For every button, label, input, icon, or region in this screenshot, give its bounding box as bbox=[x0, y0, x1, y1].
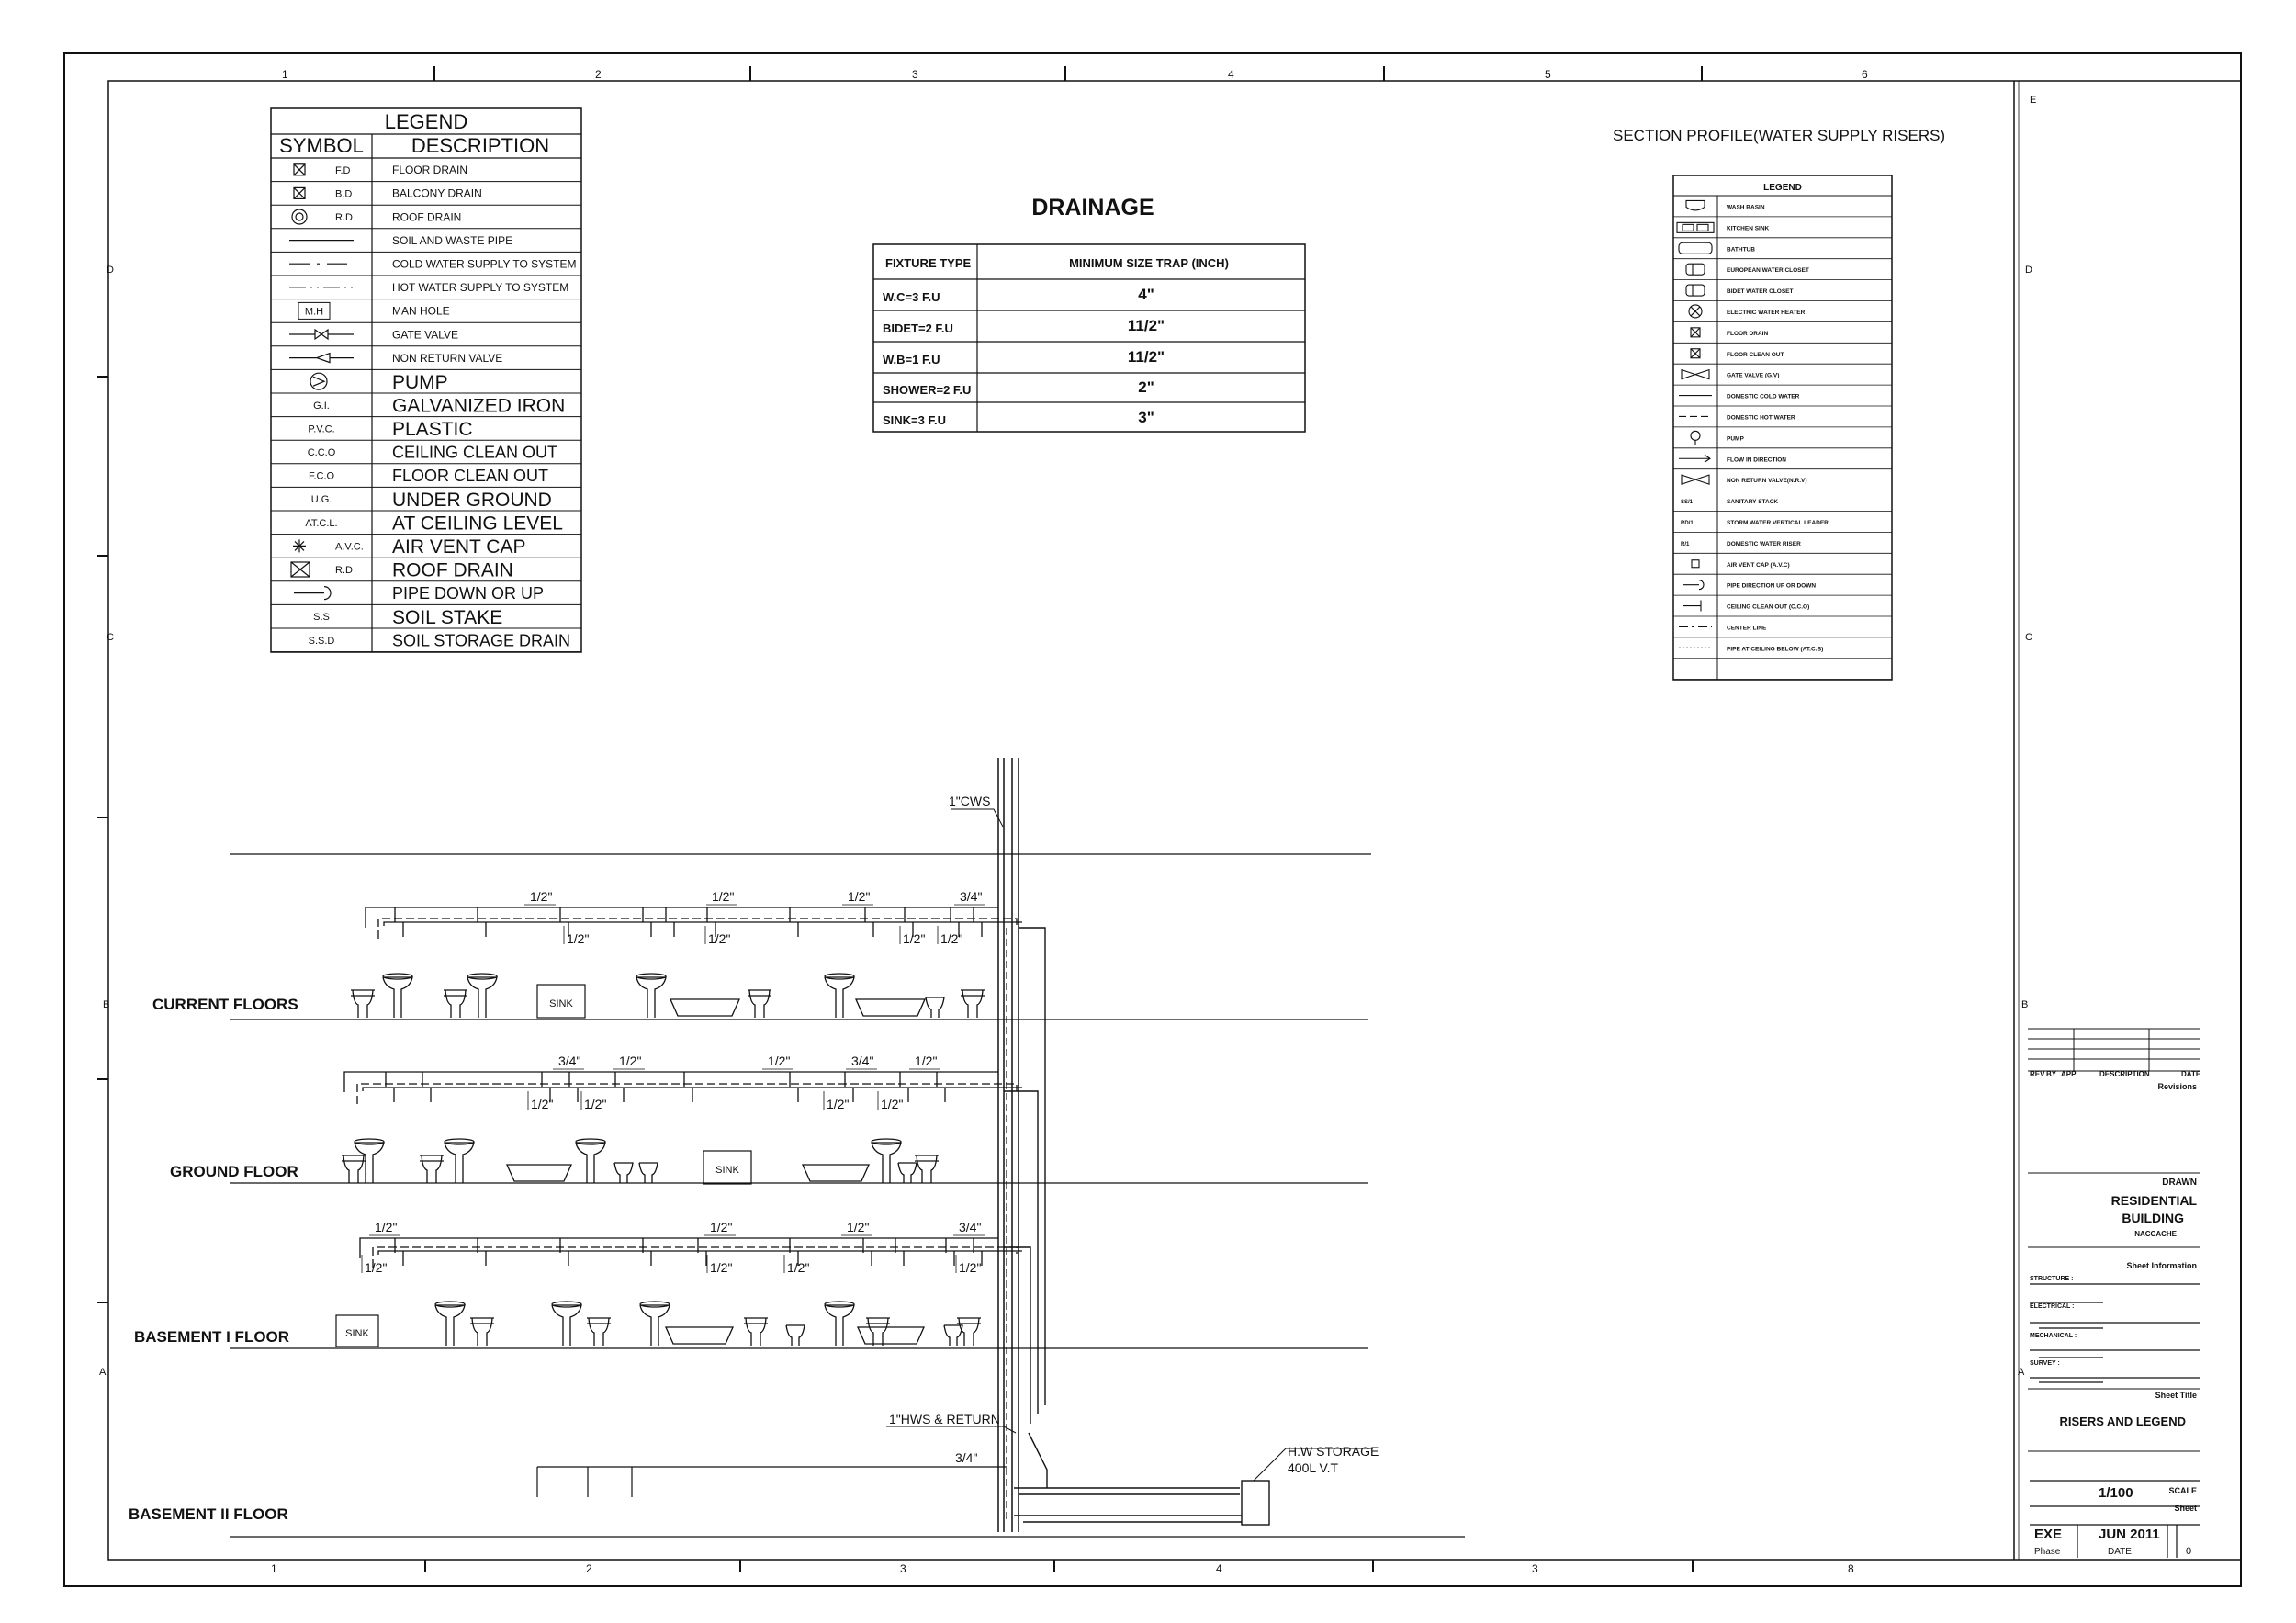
legend-row bbox=[271, 395, 581, 416]
section-profile-legend-title: LEGEND bbox=[1763, 183, 1802, 193]
water-heater-icon bbox=[1689, 305, 1702, 318]
bathtub-icon bbox=[1679, 242, 1712, 254]
section-profile-row bbox=[1673, 475, 1892, 490]
air-vent-star-icon bbox=[293, 539, 306, 552]
sink-label: SINK bbox=[549, 998, 573, 1009]
floor-label-basement-2: BASEMENT II FLOOR bbox=[129, 1505, 288, 1523]
pipe-size-label: 1/2" bbox=[847, 1220, 870, 1234]
legend-symbol: C.C.O bbox=[307, 447, 336, 458]
section-profile-row bbox=[1673, 560, 1892, 574]
section-profile-row bbox=[1673, 601, 1892, 616]
section-profile-row bbox=[1673, 305, 1892, 321]
basement-1-floor-branch bbox=[360, 1220, 1022, 1346]
legend-symbol: S.S.D bbox=[308, 635, 335, 647]
non-return-valve-icon bbox=[1682, 475, 1709, 484]
wash-basin bbox=[576, 1139, 605, 1183]
legend-row bbox=[271, 352, 581, 369]
pipe-size-label: 1/2" bbox=[827, 1097, 850, 1111]
flow-arrow-icon bbox=[1679, 455, 1710, 462]
legend-description: UNDER GROUND bbox=[392, 489, 552, 511]
sheet-number: 0 bbox=[2186, 1546, 2192, 1557]
section-profile-row bbox=[1673, 580, 1892, 595]
branch-pipe bbox=[360, 1238, 1022, 1268]
legend-row bbox=[271, 467, 581, 487]
section-profile-text: WASH BASIN bbox=[1727, 204, 1765, 211]
legend-symbol: S.S bbox=[313, 612, 330, 624]
section-profile-rows bbox=[1673, 200, 1892, 679]
legend-description: CEILING CLEAN OUT bbox=[392, 443, 558, 462]
risers-diagram bbox=[129, 758, 1465, 1537]
drainage-fixture: W.C=3 F.U bbox=[883, 290, 940, 304]
air-vent-icon bbox=[1692, 560, 1699, 568]
grid-letter: A bbox=[99, 1367, 107, 1378]
rev-header: DATE bbox=[2181, 1070, 2201, 1078]
legend-symbol: P.V.C. bbox=[308, 423, 335, 435]
drainage-fixture: BIDET=2 F.U bbox=[883, 321, 953, 335]
section-profile-text: NON RETURN VALVE(N.R.V) bbox=[1727, 478, 1807, 485]
legend-description: SOIL STORAGE DRAIN bbox=[392, 631, 571, 650]
pipe-size-label: 1/2" bbox=[530, 889, 553, 904]
revisions-label: Revisions bbox=[2157, 1082, 2197, 1091]
water-closet bbox=[748, 990, 771, 1018]
legend-description: PUMP bbox=[392, 371, 448, 393]
section-profile-row bbox=[1673, 625, 1892, 637]
section-profile-row bbox=[1673, 394, 1892, 406]
grid-letter: B bbox=[2021, 999, 2029, 1010]
legend-symbol: G.I. bbox=[313, 400, 330, 411]
drainage-trap-size: 2" bbox=[1138, 378, 1154, 396]
phase-label: Phase bbox=[2034, 1547, 2061, 1557]
section-profile-row bbox=[1673, 431, 1892, 447]
legend-row bbox=[271, 302, 581, 322]
legend-symbol: R.D bbox=[335, 212, 353, 223]
rev-header: DESCRIPTION bbox=[2099, 1070, 2150, 1078]
drainage-trap-size: 11/2" bbox=[1127, 317, 1165, 334]
section-profile-row bbox=[1673, 328, 1892, 343]
legend-description: BALCONY DRAIN bbox=[392, 186, 482, 200]
section-profile-text: DOMESTIC COLD WATER bbox=[1727, 393, 1800, 400]
drainage-trap-size: 4" bbox=[1138, 286, 1154, 303]
section-profile-row bbox=[1673, 455, 1892, 468]
section-profile-text: PUMP bbox=[1727, 435, 1744, 443]
grid-letter: E bbox=[2030, 95, 2037, 106]
section-profile-text: EUROPEAN WATER CLOSET bbox=[1727, 267, 1809, 275]
bathtub bbox=[856, 999, 925, 1016]
rev-header: REV bbox=[2030, 1070, 2045, 1078]
stack-code: R/1 bbox=[1681, 541, 1690, 547]
legend-symbol: M.H bbox=[304, 306, 324, 318]
date-label: DATE bbox=[2108, 1547, 2132, 1557]
wash-basin bbox=[825, 1302, 854, 1346]
wash-basin-icon bbox=[1686, 200, 1705, 210]
legend-row bbox=[271, 536, 581, 558]
pipe-size-label: 3/4" bbox=[558, 1054, 581, 1068]
ground-floor-branch bbox=[342, 1054, 1022, 1183]
legend-title: LEGEND bbox=[384, 110, 468, 133]
sink-label: SINK bbox=[715, 1165, 739, 1176]
section-profile-row bbox=[1673, 370, 1892, 385]
drainage-table bbox=[873, 244, 1305, 432]
pipe-size-label: 1/2" bbox=[365, 1260, 388, 1275]
legend-row bbox=[271, 490, 581, 511]
grid-number: 1 bbox=[271, 1562, 277, 1575]
project-location: NACCACHE bbox=[2134, 1230, 2177, 1238]
legend-description-header: DESCRIPTION bbox=[411, 134, 550, 157]
kitchen-sink-icon bbox=[1677, 222, 1714, 232]
section-profile-text: STORM WATER VERTICAL LEADER bbox=[1727, 519, 1829, 526]
pipe-size-label: 1/2" bbox=[584, 1097, 607, 1111]
gate-valve-icon bbox=[1682, 370, 1709, 379]
pipe-down-up-icon bbox=[294, 587, 331, 600]
pipe-size-label: 1/2" bbox=[710, 1220, 733, 1234]
rev-header: BY bbox=[2046, 1070, 2057, 1078]
storage-capacity-label: 400L V.T bbox=[1288, 1460, 1339, 1475]
legend-description: SOIL STAKE bbox=[392, 606, 503, 628]
legend-description: ROOF DRAIN bbox=[392, 210, 462, 224]
legend-symbol: F.D bbox=[335, 164, 351, 176]
pipe-size-label: 1/2" bbox=[710, 1260, 733, 1275]
section-profile-legend bbox=[1673, 175, 1892, 680]
floor-label-current: CURRENT FLOORS bbox=[152, 996, 298, 1013]
grid-letter: B bbox=[103, 999, 110, 1010]
pipe-size-label: 1/2" bbox=[708, 931, 731, 946]
legend-row bbox=[271, 607, 581, 628]
scale-label: SCALE bbox=[2168, 1486, 2197, 1495]
pipe-size-label: 1/2" bbox=[712, 889, 735, 904]
section-profile-text: GATE VALVE (G.V) bbox=[1727, 372, 1780, 379]
legend-symbol-header: SYMBOL bbox=[279, 134, 364, 157]
legend-rows bbox=[271, 163, 581, 651]
pipe-size-label: 1/2" bbox=[787, 1260, 810, 1275]
pipe-size-label: 1/2" bbox=[940, 931, 963, 946]
bidet-icon bbox=[1686, 285, 1705, 296]
section-profile-text: FLOOR DRAIN bbox=[1727, 330, 1769, 337]
bidet bbox=[786, 1325, 805, 1346]
legend-row bbox=[271, 163, 581, 181]
bidet bbox=[898, 1163, 917, 1183]
drainage-fixture: SINK=3 F.U bbox=[883, 413, 946, 427]
grid-letter: C bbox=[2025, 632, 2032, 643]
bathtub bbox=[858, 1327, 924, 1344]
section-profile-text: FLOW IN DIRECTION bbox=[1727, 456, 1786, 464]
section-profile-text: CENTER LINE bbox=[1727, 625, 1767, 632]
bathtub bbox=[507, 1165, 571, 1181]
water-closet bbox=[866, 1318, 890, 1346]
grid-letter: A bbox=[2018, 1367, 2025, 1378]
grid-number: 4 bbox=[1216, 1562, 1222, 1575]
legend-symbol: R.D bbox=[335, 565, 353, 576]
water-closet bbox=[444, 990, 467, 1018]
section-profile-row bbox=[1673, 414, 1892, 426]
section-profile-text: SANITARY STACK bbox=[1727, 499, 1779, 506]
wash-basin bbox=[435, 1302, 465, 1346]
pump-circle-icon bbox=[310, 373, 327, 389]
water-closet bbox=[420, 1155, 444, 1183]
section-profile-title: SECTION PROFILE(WATER SUPPLY RISERS) bbox=[1613, 127, 1946, 144]
sheet-label: Sheet bbox=[2174, 1504, 2197, 1513]
legend-description: NON RETURN VALVE bbox=[392, 351, 503, 365]
bathtub bbox=[803, 1165, 869, 1181]
section-profile-text: BATHTUB bbox=[1727, 246, 1755, 254]
legend-description: AT CEILING LEVEL bbox=[392, 513, 563, 535]
project-name-line-2: BUILDING bbox=[2122, 1211, 2184, 1225]
sheet-title-label: Sheet Title bbox=[2155, 1391, 2197, 1400]
grid-number: 8 bbox=[1848, 1562, 1854, 1575]
section-profile-row bbox=[1673, 200, 1892, 216]
discipline-label: ELECTRICAL : bbox=[2030, 1303, 2075, 1310]
bidet bbox=[944, 1325, 962, 1346]
bidet bbox=[614, 1163, 633, 1183]
legend-description: SOIL AND WASTE PIPE bbox=[392, 233, 513, 247]
balcony-drain-box-x-icon bbox=[294, 187, 305, 198]
grid-number: 3 bbox=[912, 68, 918, 81]
drainage-title: DRAINAGE bbox=[1031, 195, 1154, 220]
bathtub bbox=[666, 1327, 733, 1344]
pipe-size-label: 1/2" bbox=[959, 1260, 982, 1275]
drainage-trap-size: 3" bbox=[1138, 409, 1154, 426]
section-profile-row bbox=[1673, 242, 1892, 258]
wash-basin bbox=[640, 1302, 670, 1346]
legend-description: FLOOR CLEAN OUT bbox=[392, 467, 549, 486]
legend-row bbox=[271, 419, 581, 440]
grid-number: 3 bbox=[1532, 1562, 1538, 1575]
legend-row bbox=[271, 560, 581, 581]
section-profile-row bbox=[1673, 646, 1892, 658]
drainage-section bbox=[873, 195, 1305, 432]
wash-basin bbox=[467, 974, 497, 1018]
legend-row bbox=[271, 234, 581, 252]
water-closet bbox=[587, 1318, 611, 1346]
legend-description: GALVANIZED IRON bbox=[392, 395, 566, 417]
pipe-size-label: 1/2" bbox=[619, 1054, 642, 1068]
date-value: JUN 2011 bbox=[2099, 1527, 2160, 1542]
legend-description: ROOF DRAIN bbox=[392, 559, 513, 581]
floor-clean-out-icon bbox=[1691, 349, 1700, 358]
stack-code: SS/1 bbox=[1681, 500, 1694, 506]
grid-number: 5 bbox=[1545, 68, 1551, 81]
pipe-size-label: 3/4" bbox=[960, 889, 983, 904]
legend-symbol: F.C.O bbox=[308, 470, 335, 482]
hot-water-storage-tank bbox=[1242, 1481, 1269, 1525]
section-profile-text: ELECTRIC WATER HEATER bbox=[1727, 309, 1806, 316]
drawn-label: DRAWN bbox=[2162, 1178, 2197, 1188]
legend-description: MAN HOLE bbox=[392, 304, 450, 318]
section-profile-text: AIR VENT CAP (A.V.C) bbox=[1727, 561, 1790, 569]
legend-description: COLD WATER SUPPLY TO SYSTEM bbox=[392, 257, 577, 271]
legend-description: AIR VENT CAP bbox=[392, 535, 526, 558]
section-profile-row bbox=[1673, 520, 1892, 532]
section-profile-text: FLOOR CLEAN OUT bbox=[1727, 351, 1784, 358]
cws-label: 1"CWS bbox=[949, 794, 991, 808]
ceiling-clean-out-icon bbox=[1683, 601, 1701, 612]
wash-basin bbox=[872, 1139, 901, 1183]
section-profile-row bbox=[1673, 222, 1892, 237]
european-water-closet-icon bbox=[1686, 264, 1705, 275]
pipe-size-label: 3/4" bbox=[851, 1054, 874, 1068]
pipe-size-label: 1/2" bbox=[848, 889, 871, 904]
section-profile-text: PIPE AT CEILING BELOW (AT.C.B) bbox=[1727, 646, 1824, 653]
pump-icon bbox=[1691, 431, 1700, 445]
legend-row bbox=[271, 513, 581, 534]
floor-label-basement-1: BASEMENT I FLOOR bbox=[134, 1328, 290, 1346]
grid-number: 6 bbox=[1862, 68, 1868, 81]
discipline-label: MECHANICAL : bbox=[2030, 1333, 2077, 1339]
section-profile-text: DOMESTIC HOT WATER bbox=[1727, 414, 1795, 422]
section-profile-row bbox=[1673, 264, 1892, 279]
sink-label: SINK bbox=[345, 1328, 369, 1339]
discipline-label: SURVEY : bbox=[2030, 1360, 2060, 1367]
section-profile bbox=[1613, 127, 1945, 680]
pipe-size-label: 1/2" bbox=[768, 1054, 791, 1068]
sheet-title: RISERS AND LEGEND bbox=[2059, 1414, 2186, 1428]
bidet bbox=[639, 1163, 658, 1183]
legend-table bbox=[271, 108, 581, 652]
sink-fixture bbox=[703, 1151, 751, 1184]
section-profile-text: PIPE DIRECTION UP OR DOWN bbox=[1727, 582, 1817, 590]
grid-number: 2 bbox=[586, 1562, 592, 1575]
project-name-line-1: RESIDENTIAL bbox=[2110, 1193, 2197, 1208]
sink-fixture bbox=[336, 1315, 378, 1347]
grid-letter: C bbox=[107, 632, 114, 643]
legend-row bbox=[271, 443, 581, 463]
wash-basin bbox=[383, 974, 412, 1018]
roof-drain-circle-icon bbox=[292, 209, 307, 224]
pipe-size-label: 1/2" bbox=[903, 931, 926, 946]
legend-row bbox=[271, 258, 581, 276]
grid-number: 4 bbox=[1228, 68, 1234, 81]
gate-valve-icon bbox=[289, 330, 354, 339]
legend-description: HOT WATER SUPPLY TO SYSTEM bbox=[392, 281, 569, 295]
water-closet bbox=[915, 1155, 939, 1183]
legend-symbol: U.G. bbox=[310, 494, 332, 506]
drainage-header-fixture: FIXTURE TYPE bbox=[885, 256, 972, 270]
section-profile-row bbox=[1673, 349, 1892, 364]
water-closet bbox=[744, 1318, 768, 1346]
section-profile-row bbox=[1673, 285, 1892, 300]
scale-value: 1/100 bbox=[2099, 1485, 2133, 1501]
wash-basin bbox=[825, 974, 854, 1018]
pipe-size-label: 3/4" bbox=[955, 1450, 978, 1465]
discipline-label: STRUCTURE : bbox=[2030, 1276, 2074, 1282]
water-closet bbox=[470, 1318, 494, 1346]
drainage-header-trap: MINIMUM SIZE TRAP (INCH) bbox=[1069, 256, 1229, 270]
branch-pipe bbox=[344, 1072, 1022, 1104]
legend-symbol: B.D bbox=[335, 188, 353, 200]
roof-drain-box-icon bbox=[291, 562, 310, 577]
wash-basin bbox=[636, 974, 666, 1018]
sink-fixture bbox=[537, 985, 585, 1018]
stack-code: RD/1 bbox=[1681, 520, 1694, 526]
section-profile-text: KITCHEN SINK bbox=[1727, 225, 1770, 232]
section-profile-text: BIDET WATER CLOSET bbox=[1727, 288, 1794, 296]
legend-description: GATE VALVE bbox=[392, 328, 459, 342]
bathtub bbox=[670, 999, 739, 1016]
rev-header: APP bbox=[2061, 1070, 2077, 1078]
pipe-size-label: 1/2" bbox=[567, 931, 590, 946]
vertical-risers bbox=[998, 758, 1019, 1532]
grid-number: 3 bbox=[900, 1562, 906, 1575]
storage-label: H.W STORAGE bbox=[1288, 1444, 1379, 1459]
pipe-size-label: 1/2" bbox=[915, 1054, 938, 1068]
legend-row bbox=[271, 281, 581, 299]
grid-number: 1 bbox=[282, 68, 288, 81]
wash-basin bbox=[552, 1302, 581, 1346]
legend-symbol: AT.C.L. bbox=[305, 517, 338, 529]
legend-row bbox=[271, 209, 581, 229]
floor-drain-icon bbox=[1691, 328, 1700, 337]
drainage-trap-size: 11/2" bbox=[1127, 348, 1165, 366]
section-profile-row bbox=[1673, 499, 1892, 511]
legend-symbol: A.V.C. bbox=[335, 541, 364, 553]
legend-description: PLASTIC bbox=[392, 418, 473, 440]
section-profile-text: CEILING CLEAN OUT (C.C.O) bbox=[1727, 603, 1810, 611]
sheet-information-label: Sheet Information bbox=[2126, 1261, 2197, 1270]
grid-number: 2 bbox=[595, 68, 602, 81]
pipe-size-label: 1/2" bbox=[881, 1097, 904, 1111]
drainage-fixture: W.B=1 F.U bbox=[883, 353, 940, 366]
grid-letter: D bbox=[2025, 265, 2032, 276]
legend-description: FLOOR DRAIN bbox=[392, 163, 468, 177]
water-closet bbox=[961, 990, 985, 1018]
pipe-size-label: 3/4" bbox=[959, 1220, 982, 1234]
water-closet bbox=[342, 1155, 366, 1183]
non-return-valve-icon bbox=[289, 354, 354, 363]
floor-drain-box-x-icon bbox=[294, 164, 305, 175]
exe-label: EXE bbox=[2034, 1527, 2063, 1542]
legend-row bbox=[271, 328, 581, 345]
drainage-fixture: SHOWER=2 F.U bbox=[883, 383, 972, 397]
legend-description: PIPE DOWN OR UP bbox=[392, 584, 545, 603]
current-floor-branch bbox=[351, 889, 1022, 1018]
legend-row bbox=[271, 187, 581, 205]
sheet-frame bbox=[64, 53, 2241, 1586]
section-profile-text: DOMESTIC WATER RISER bbox=[1727, 540, 1801, 547]
pipe-size-label: 1/2" bbox=[375, 1220, 398, 1234]
legend-row bbox=[271, 372, 581, 393]
hws-label: 1"HWS & RETURN bbox=[889, 1412, 1000, 1426]
wash-basin bbox=[445, 1139, 474, 1183]
water-closet bbox=[351, 990, 375, 1018]
legend-row bbox=[271, 584, 581, 604]
section-profile-row bbox=[1673, 541, 1892, 553]
title-block bbox=[2028, 1029, 2201, 1560]
floor-label-ground: GROUND FLOOR bbox=[170, 1163, 298, 1180]
legend-row bbox=[271, 631, 581, 651]
pipe-size-label: 1/2" bbox=[531, 1097, 554, 1111]
pipe-direction-icon bbox=[1683, 580, 1704, 590]
grid-letter: D bbox=[107, 265, 114, 276]
bidet bbox=[926, 997, 944, 1018]
